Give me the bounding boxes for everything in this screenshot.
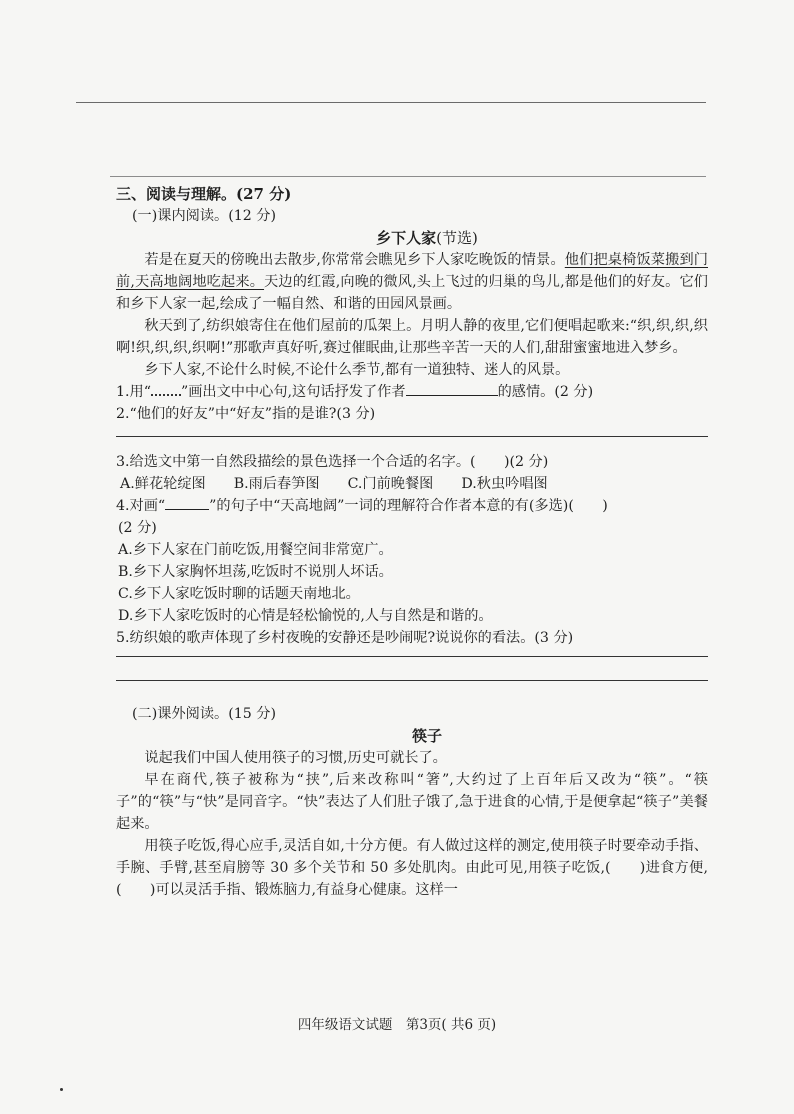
q4-score: (2 分) bbox=[118, 520, 157, 536]
q1-text-c: 的感情。(2 分) bbox=[497, 384, 594, 400]
q1-answer-blank[interactable] bbox=[406, 395, 498, 396]
wavy-line-mark bbox=[151, 382, 181, 396]
p1-underlined-sentence: 他们把桌椅饭菜搬到门前,天高地阔地吃起来。 bbox=[116, 252, 708, 290]
q3-options bbox=[116, 473, 708, 495]
passage1-title-note: (节选) bbox=[436, 229, 478, 247]
question-5: 5.纺织娘的歌声体现了乡村夜晚的安静还是吵闹呢?说说你的看法。(3 分) bbox=[116, 630, 574, 646]
question-3: 3.给选文中第一自然段描绘的景色选择一个合适的名字。( )(2 分) bbox=[116, 454, 549, 470]
passage1-paragraph-2: 秋天到了,纺织娘寄住在他们屋前的瓜架上。月明人静的夜里,它们便唱起歌来:“织,织,织,织啊!织,织,织,织啊!”那歌声真好听,赛过催眠曲,让那些辛苦一天的人们,甜甜蜜蜜地进入梦乡。 bbox=[116, 318, 708, 356]
p1-part-a: 若是在夏天的傍晚出去散步,你常常会瞧见乡下人家吃晚饭的情景。 bbox=[144, 252, 565, 268]
question-2: 2.“他们的好友”中“好友”指的是谁?(3 分) bbox=[116, 406, 376, 422]
q4-option-c[interactable]: C.乡下人家吃饭时聊的话题天南地北。 bbox=[118, 586, 360, 602]
q4-option-b[interactable]: B.乡下人家胸怀坦荡,吃饭时不说別人坏话。 bbox=[118, 564, 393, 580]
passage1-paragraph-1 bbox=[116, 249, 708, 315]
exam-content bbox=[116, 183, 708, 901]
question-4 bbox=[116, 495, 708, 517]
page-footer: 四年级语文试题 第3页( 共6 页) bbox=[297, 1017, 497, 1033]
q3-option-d[interactable]: D.秋虫吟唱图 bbox=[461, 476, 548, 492]
q5-answer-lines bbox=[116, 655, 708, 681]
q5-answer-line-2[interactable] bbox=[116, 679, 708, 681]
q3-option-c[interactable]: C.门前晚餐图 bbox=[347, 476, 434, 492]
passage2-paragraph-1: 说起我们中国人使用筷子的习惯,历史可就长了。 bbox=[144, 750, 447, 766]
passage2-paragraph-2: 早在商代,筷子被称为“挟”,后来改称叫“箸”,大约过了上百年后又改为“筷”。“筷子”的“筷”与“快”是同音字。“快”表达了人们肚子饿了,急于进食的心情,于是便拿起“筷子”美餐起来。 bbox=[116, 772, 708, 832]
q3-option-a[interactable]: A.鲜花轮绽图 bbox=[120, 476, 206, 492]
scan-dot bbox=[60, 1088, 63, 1091]
passage1-title-text: 乡下人家 bbox=[376, 229, 437, 247]
passage1-title bbox=[146, 227, 708, 249]
section-heading: 三、阅读与理解。(27 分) bbox=[116, 185, 292, 203]
q4-text-b: ”的句子中“天高地阔”一词的理解符合作者本意的有(多选)( ) bbox=[209, 498, 608, 514]
q5-answer-line-1[interactable] bbox=[116, 655, 708, 657]
header-rule bbox=[76, 102, 706, 103]
q4-option-a[interactable]: A.乡下人家在门前吃饭,用餐空间非常宽广。 bbox=[118, 542, 393, 558]
q1-text-b: ”画出文中中心句,这句话抒发了作者 bbox=[180, 384, 406, 400]
q4-text-a: 4.对画“ bbox=[116, 498, 166, 514]
q3-option-b[interactable]: B.雨后春笋图 bbox=[233, 476, 320, 492]
q1-text-a: 1.用“ bbox=[116, 384, 151, 400]
q4-option-d[interactable]: D.乡下人家吃饭时的心情是轻松愉悦的,人与自然是和谐的。 bbox=[118, 608, 493, 624]
passage2-title: 筷子 bbox=[411, 727, 442, 745]
q4-underline-mark bbox=[165, 509, 209, 510]
p1-part-c: 天边的红霞,向晚的微风,头上飞过的归巢的鸟儿,都是他们的好友。它们和乡下人家一起,绘成了一幅自然、和谐的田园风景画。 bbox=[116, 274, 708, 312]
passage2-paragraph-3: 用筷子吃饭,得心应手,灵活自如,十分方便。有人做过这样的测定,使用筷子时要牵动手指、手腕、手臂,甚至肩膀等 30 多个关节和 50 多处肌肉。由此可见,用筷子吃饭,( )进食方便,( )可以灵活手指、锻炼脑力,有益身心健康。这样一 bbox=[116, 838, 708, 898]
part1-heading: (一)课内阅读。(12 分) bbox=[132, 208, 277, 224]
header-rule-2 bbox=[110, 176, 706, 177]
part2-heading: (二)课外阅读。(15 分) bbox=[132, 706, 277, 722]
passage1-paragraph-3: 乡下人家,不论什么时候,不论什么季节,都有一道独特、迷人的风景。 bbox=[144, 362, 570, 378]
q2-answer-line[interactable] bbox=[116, 435, 708, 437]
question-1 bbox=[116, 381, 708, 403]
